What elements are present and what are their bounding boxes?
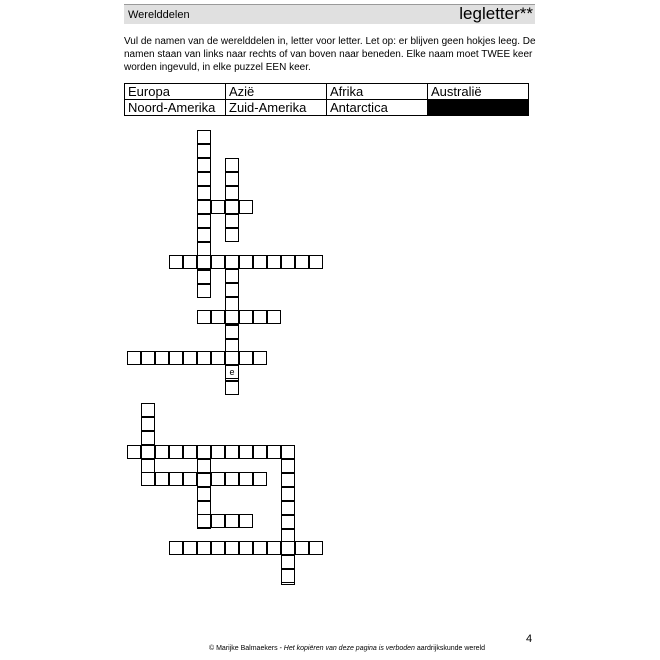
- crossword-cell[interactable]: [211, 445, 225, 459]
- crossword-cell[interactable]: [253, 255, 267, 269]
- crossword-cell[interactable]: [225, 381, 239, 395]
- crossword-cell[interactable]: [253, 445, 267, 459]
- crossword-cell[interactable]: [155, 351, 169, 365]
- crossword-cell[interactable]: [281, 255, 295, 269]
- crossword-cell[interactable]: [281, 515, 295, 529]
- crossword-cell[interactable]: [239, 472, 253, 486]
- crossword-cell[interactable]: [197, 130, 211, 144]
- word-cell: Azië: [226, 84, 327, 100]
- crossword-cell[interactable]: [141, 403, 155, 417]
- crossword-cell[interactable]: [211, 310, 225, 324]
- crossword-cell[interactable]: [197, 144, 211, 158]
- crossword-cell[interactable]: [197, 284, 211, 298]
- page-number: 4: [526, 633, 533, 645]
- footer-copyright: © Marijke Balmaekers: [209, 645, 278, 652]
- crossword-cell[interactable]: [197, 473, 211, 487]
- header-tag: legletter**: [459, 4, 533, 23]
- crossword-cell[interactable]: [141, 445, 155, 459]
- crossword-cell[interactable]: [225, 186, 239, 200]
- crossword-cell[interactable]: [197, 242, 211, 256]
- crossword-cell[interactable]: [239, 541, 253, 555]
- crossword-cell[interactable]: [309, 541, 323, 555]
- word-cell: Australië: [428, 84, 529, 100]
- crossword-cell[interactable]: [197, 270, 211, 284]
- crossword-cell[interactable]: [281, 555, 295, 569]
- crossword-cell[interactable]: [141, 459, 155, 473]
- crossword-cell[interactable]: [197, 255, 211, 269]
- crossword-cell[interactable]: [281, 445, 295, 459]
- crossword-cell[interactable]: [295, 255, 309, 269]
- crossword-cell[interactable]: [155, 472, 169, 486]
- instructions-text: Vul de namen van de werelddelen in, letter voor letter. Let op: er blijven geen hokjes leeg. De namen staan van links naar rechts of van boven naar beneden. Elke naam moet TWEE keer worden ingevuld, in elke puzzel EEN keer.: [124, 36, 536, 73]
- crossword-cell[interactable]: [197, 158, 211, 172]
- crossword-cell[interactable]: [225, 445, 239, 459]
- crossword-cell[interactable]: [197, 172, 211, 186]
- crossword-cell[interactable]: [281, 473, 295, 487]
- crossword-cell[interactable]: [295, 541, 309, 555]
- crossword-cell[interactable]: [197, 459, 211, 473]
- crossword-cell[interactable]: [197, 487, 211, 501]
- crossword-cell[interactable]: [225, 351, 239, 365]
- crossword-cell[interactable]: [211, 514, 225, 528]
- crossword-cell[interactable]: [225, 214, 239, 228]
- crossword-cell[interactable]: [127, 445, 141, 459]
- crossword-cell[interactable]: [225, 541, 239, 555]
- given-letter-cell[interactable]: e: [225, 365, 239, 379]
- crossword-cell[interactable]: [239, 514, 253, 528]
- crossword-cell[interactable]: [239, 445, 253, 459]
- crossword-cell[interactable]: [225, 283, 239, 297]
- crossword-cell[interactable]: [169, 472, 183, 486]
- crossword-cell[interactable]: [169, 351, 183, 365]
- crossword-cell[interactable]: [169, 255, 183, 269]
- crossword-cell[interactable]: [197, 310, 211, 324]
- crossword-cell[interactable]: [211, 255, 225, 269]
- crossword-cell[interactable]: [267, 310, 281, 324]
- crossword-cell[interactable]: [225, 172, 239, 186]
- crossword-cell[interactable]: [253, 541, 267, 555]
- crossword-cell[interactable]: [183, 351, 197, 365]
- crossword-cell[interactable]: [141, 431, 155, 445]
- crossword-cell[interactable]: [141, 472, 155, 486]
- word-cell: Noord-Amerika: [125, 100, 226, 116]
- crossword-cell[interactable]: [281, 459, 295, 473]
- footer-note: - Het kopiëren van deze pagina is verboden: [279, 645, 415, 652]
- crossword-cell[interactable]: [225, 472, 239, 486]
- crossword-cell[interactable]: [281, 541, 295, 555]
- crossword-cell[interactable]: [183, 472, 197, 486]
- crossword-cell[interactable]: [197, 514, 211, 528]
- word-cell: Zuid-Amerika: [226, 100, 327, 116]
- crossword-cell[interactable]: [225, 228, 239, 242]
- crossword-cell[interactable]: [281, 501, 295, 515]
- crossword-cell[interactable]: [197, 351, 211, 365]
- crossword-cell[interactable]: [225, 310, 239, 324]
- crossword-cell[interactable]: [225, 514, 239, 528]
- crossword-cell[interactable]: [225, 158, 239, 172]
- crossword-cell[interactable]: [211, 200, 225, 214]
- crossword-cell[interactable]: [155, 445, 169, 459]
- word-cell: Europa: [125, 84, 226, 100]
- crossword-cell[interactable]: [225, 200, 239, 214]
- footer-subject: aardrijkskunde wereld: [416, 645, 485, 652]
- crossword-cell[interactable]: [225, 269, 239, 283]
- crossword-cell[interactable]: [309, 255, 323, 269]
- crossword-cell[interactable]: [225, 297, 239, 311]
- crossword-cell[interactable]: [239, 255, 253, 269]
- crossword-cell[interactable]: [267, 255, 281, 269]
- crossword-cell[interactable]: [197, 200, 211, 214]
- footer: [209, 645, 485, 652]
- crossword-cell[interactable]: [169, 541, 183, 555]
- crossword-cell[interactable]: [169, 445, 183, 459]
- header-title: Werelddelen: [128, 9, 190, 21]
- crossword-cell[interactable]: [197, 445, 211, 459]
- crossword-cell[interactable]: [211, 472, 225, 486]
- crossword-cell[interactable]: [197, 214, 211, 228]
- crossword-cell[interactable]: [225, 255, 239, 269]
- crossword-cell[interactable]: [281, 569, 295, 583]
- crossword-cell[interactable]: [239, 351, 253, 365]
- word-cell: Afrika: [327, 84, 428, 100]
- crossword-cell[interactable]: [197, 501, 211, 515]
- crossword-cell[interactable]: [267, 445, 281, 459]
- crossword-cell[interactable]: [127, 351, 141, 365]
- crossword-cell[interactable]: [197, 228, 211, 242]
- crossword-cell[interactable]: [197, 186, 211, 200]
- crossword-cell[interactable]: [197, 541, 211, 555]
- crossword-cell[interactable]: [183, 541, 197, 555]
- crossword-cell[interactable]: [141, 417, 155, 431]
- crossword-cell[interactable]: [225, 325, 239, 339]
- crossword-cell[interactable]: [267, 541, 281, 555]
- crossword-cell[interactable]: [239, 310, 253, 324]
- crossword-cell[interactable]: [211, 541, 225, 555]
- word-cell: Antarctica: [327, 100, 428, 116]
- crossword-cell[interactable]: [253, 351, 267, 365]
- crossword-cell[interactable]: [141, 351, 155, 365]
- crossword-cell[interactable]: [253, 472, 267, 486]
- crossword-cell[interactable]: [183, 445, 197, 459]
- crossword-cell[interactable]: [253, 310, 267, 324]
- crossword-cell[interactable]: [239, 200, 253, 214]
- crossword-cell[interactable]: [281, 487, 295, 501]
- crossword-cell[interactable]: [183, 255, 197, 269]
- crossword-cell[interactable]: [211, 351, 225, 365]
